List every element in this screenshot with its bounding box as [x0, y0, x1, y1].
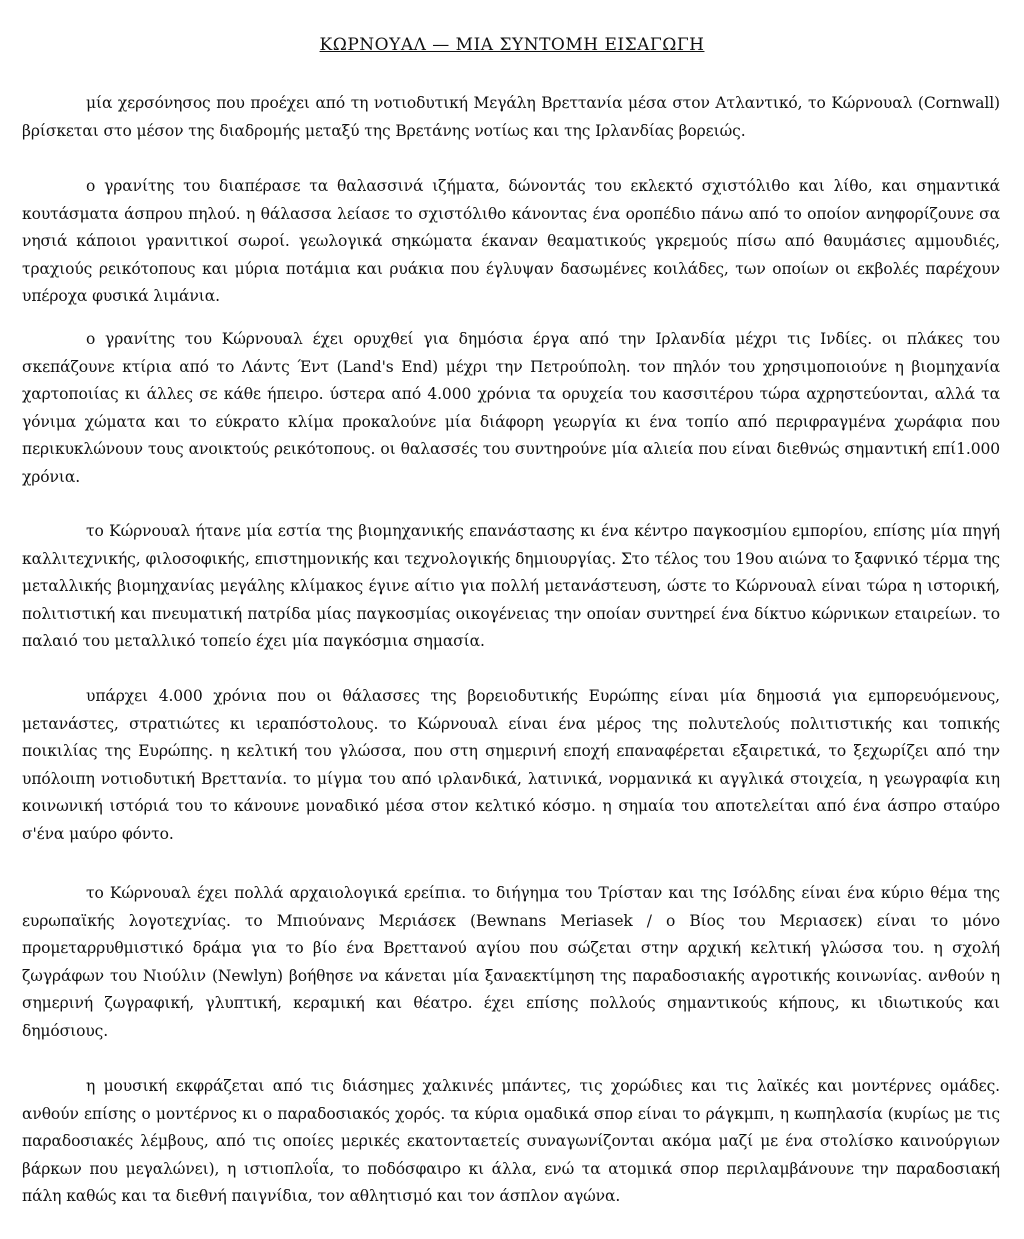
paragraph-archaeology-arts: το Κώρνουαλ έχει πολλά αρχαιολογικά ερείπια. το διήγημα του Τρίσταν και της Ισόλδης είναι ένα κύριο θέμα της ευρωπαϊκής λογοτεχνίας. το Μπιούνανς Μεριάσεκ (Bewnans Meriasek / ο Βίος του Μεριασεκ) είναι το μόνο προμεταρρυθμιστικό δράμα για το βίο ένα Βρεττανού αγίου που σώζεται στην αρχική κελτική γλώσσα του. η σχολή ζωγράφων του Νιούλιν (Newlyn) βοήθησε να κάνεται μία ξαναεκτίμηση της παραδοσιακής αγροτικής κοινωνίας. ανθούν η σημερινή ζωγραφική, γλυπτική, κεραμική και θέατρο. έχει επίσης πολλούς σημαντικούς κήπους, κι ιδιωτικούς και δημόσιους.	[22, 884, 1000, 1040]
paragraph-intro: μία χερσόνησος που προέχει από τη νοτιοδυτική Μεγάλη Βρεττανία μέσα στον Ατλαντικό, το Κώρνουαλ (Cornwall) βρίσκεται στο μέσον της διαδρομής μεταξύ της Βρετάνης νοτίως και της Ιρλανδίας βορειώς.	[22, 94, 1000, 140]
paragraph-culture-language: υπάρχει 4.000 χρόνια που οι θάλασσες της βορειοδυτικής Ευρώπης είναι μία δημοσιά για εμπορευόμενους, μετανάστες, στρατιώτες κι ιεραπόστολους. το Κώρνουαλ είναι ένα μέρος της πολυτελούς πολιτιστικής και τοπικής ποικιλίας της Ευρώπης. η κελτική του γλώσσα, που στη σημερινή εποχή επαναφέρεται εξαιρετικά, το ξεχωρίζει από την υπόλοιπη νοτιοδυτική Βρεττανία. το μίγμα του από ιρλανδικά, λατινικά, νορμανικά κι αγγλικά στοιχεία, η γεωγραφία κιη κοινωνική ιστόριά του το κάνουνε μοναδικό μέσα στον κελτικό κόσμο. η σημαία του αποτελείται από ένα άσπρο σταύρο σ'ένα μαύρο φόντο.	[22, 687, 1000, 843]
paragraph-industrial-history: το Κώρνουαλ ήτανε μία εστία της βιομηχανικής επανάστασης κι ένα κέντρο παγκοσμίου εμπορίου, επίσης μία πηγή καλλιτεχνικής, φιλοσοφικής, επιστημονικής και τεχνολογικής δημιουργίας. Στο τέλος του 19ου αιώνα το ξαφνικό τέρμα της μεταλλικής βιομηχανίας μεγάλης κλίμακος έγινε αίτιο για πολλή μετανάστευση, ώστε το Κώρνουαλ είναι τώρα η ιστορική, πολιτιστική και πνευματική πατρίδα μίας παγκοσμίας οικογένειας την οποίαν συντηρεί ένα δίκτυο κώρνικων εταιρείων. το παλαιό του μεταλλικό τοπείο έχει μία παγκόσμια σημασία.	[22, 522, 1000, 650]
paragraph-geology: ο γρανίτης του διαπέρασε τα θαλασσινά ιζήματα, δώνοντάς του εκλεκτό σχιστόλιθο και λίθο, και σημαντικά κουτάσματα άσπρου πηλού. η θάλασσα λείασε το σχιστόλιθο κάνοντας ένα οροπέδιο πάνω από το οποίον ανηφορίζουνε σα νησιά κάποιοι γρανιτικοί σωροί. γεωλογικά σηκώματα έκαναν θεαματικούς γκρεμούς πίσω από θαυμάσιες αμμουδιές, τραχιούς ρεικότοπους και μύρια ποτάμια και ρυάκια που έγλυψαν δασωμένες κοιλάδες, των οποίων οι εκβολές παρέχουν υπέροχα φυσικά λιμάνια.	[22, 177, 1000, 305]
document-title: ΚΩΡΝΟΥΑΛ — ΜΙΑ ΣΥΝΤΟΜΗ ΕΙΣΑΓΩΓΗ	[319, 35, 705, 55]
paragraph-granite-industry: ο γρανίτης του Κώρνουαλ έχει ορυχθεί για δημόσια έργα από την Ιρλανδία μέχρι τις Ινδίες. οι πλάκες του σκεπάζουνε κτίρια από το Λάντς Έντ (Land's End) μέχρι την Πετρούπολη. τον πηλόν του χρησιμοποιούνε η βιομηχανία χαρτοποιίας κι άλλες σε κάθε ήπειρο. ύστερα από 4.000 χρόνια τα ορυχεία του κασσιτέρου τώρα αχρηστεύονται, αλλά τα γόνιμα χώματα και το εύκρατο κλίμα προκαλούνε μία διάφορη γεωργία κι ένα τοπίο από περιφραγμένα χωράφια που περικυκλώνουν τους ανοικτούς ρεικότοπους. οι θαλασσές του συντηρούνε μία αλιεία που είναι διεθνώς σημαντική επί1.000 χρόνια.	[22, 330, 1000, 486]
paragraph-music-sport: η μουσική εκφράζεται από τις διάσημες χαλκινές μπάντες, τις χορώδιες και τις λαϊκές και μοντέρνες ομάδες. ανθούν επίσης ο μοντέρνος κι ο παραδοσιακός χορός. τα κύρια ομαδικά σπορ είναι το ράγκμπι, η κωπηλασία (κυρίως με τις παραδοσιακές λέμβους, από τις οποίες μερικές εκατονταετείς συναγωνίζονται ακόμα μαζί με ένα στολίσκο καινούργιων βάρκων που μεγαλώνει), η ιστιοπλοΐα, το ποδόσφαιρο κι άλλα, ενώ τα ατομικά σπορ περιλαμβάνουνε την παραδοσιακή πάλη καθώς και τα διεθνή παιγνίδια, τον αθλητισμό και τον άσπλον αγώνα.	[22, 1077, 1000, 1205]
